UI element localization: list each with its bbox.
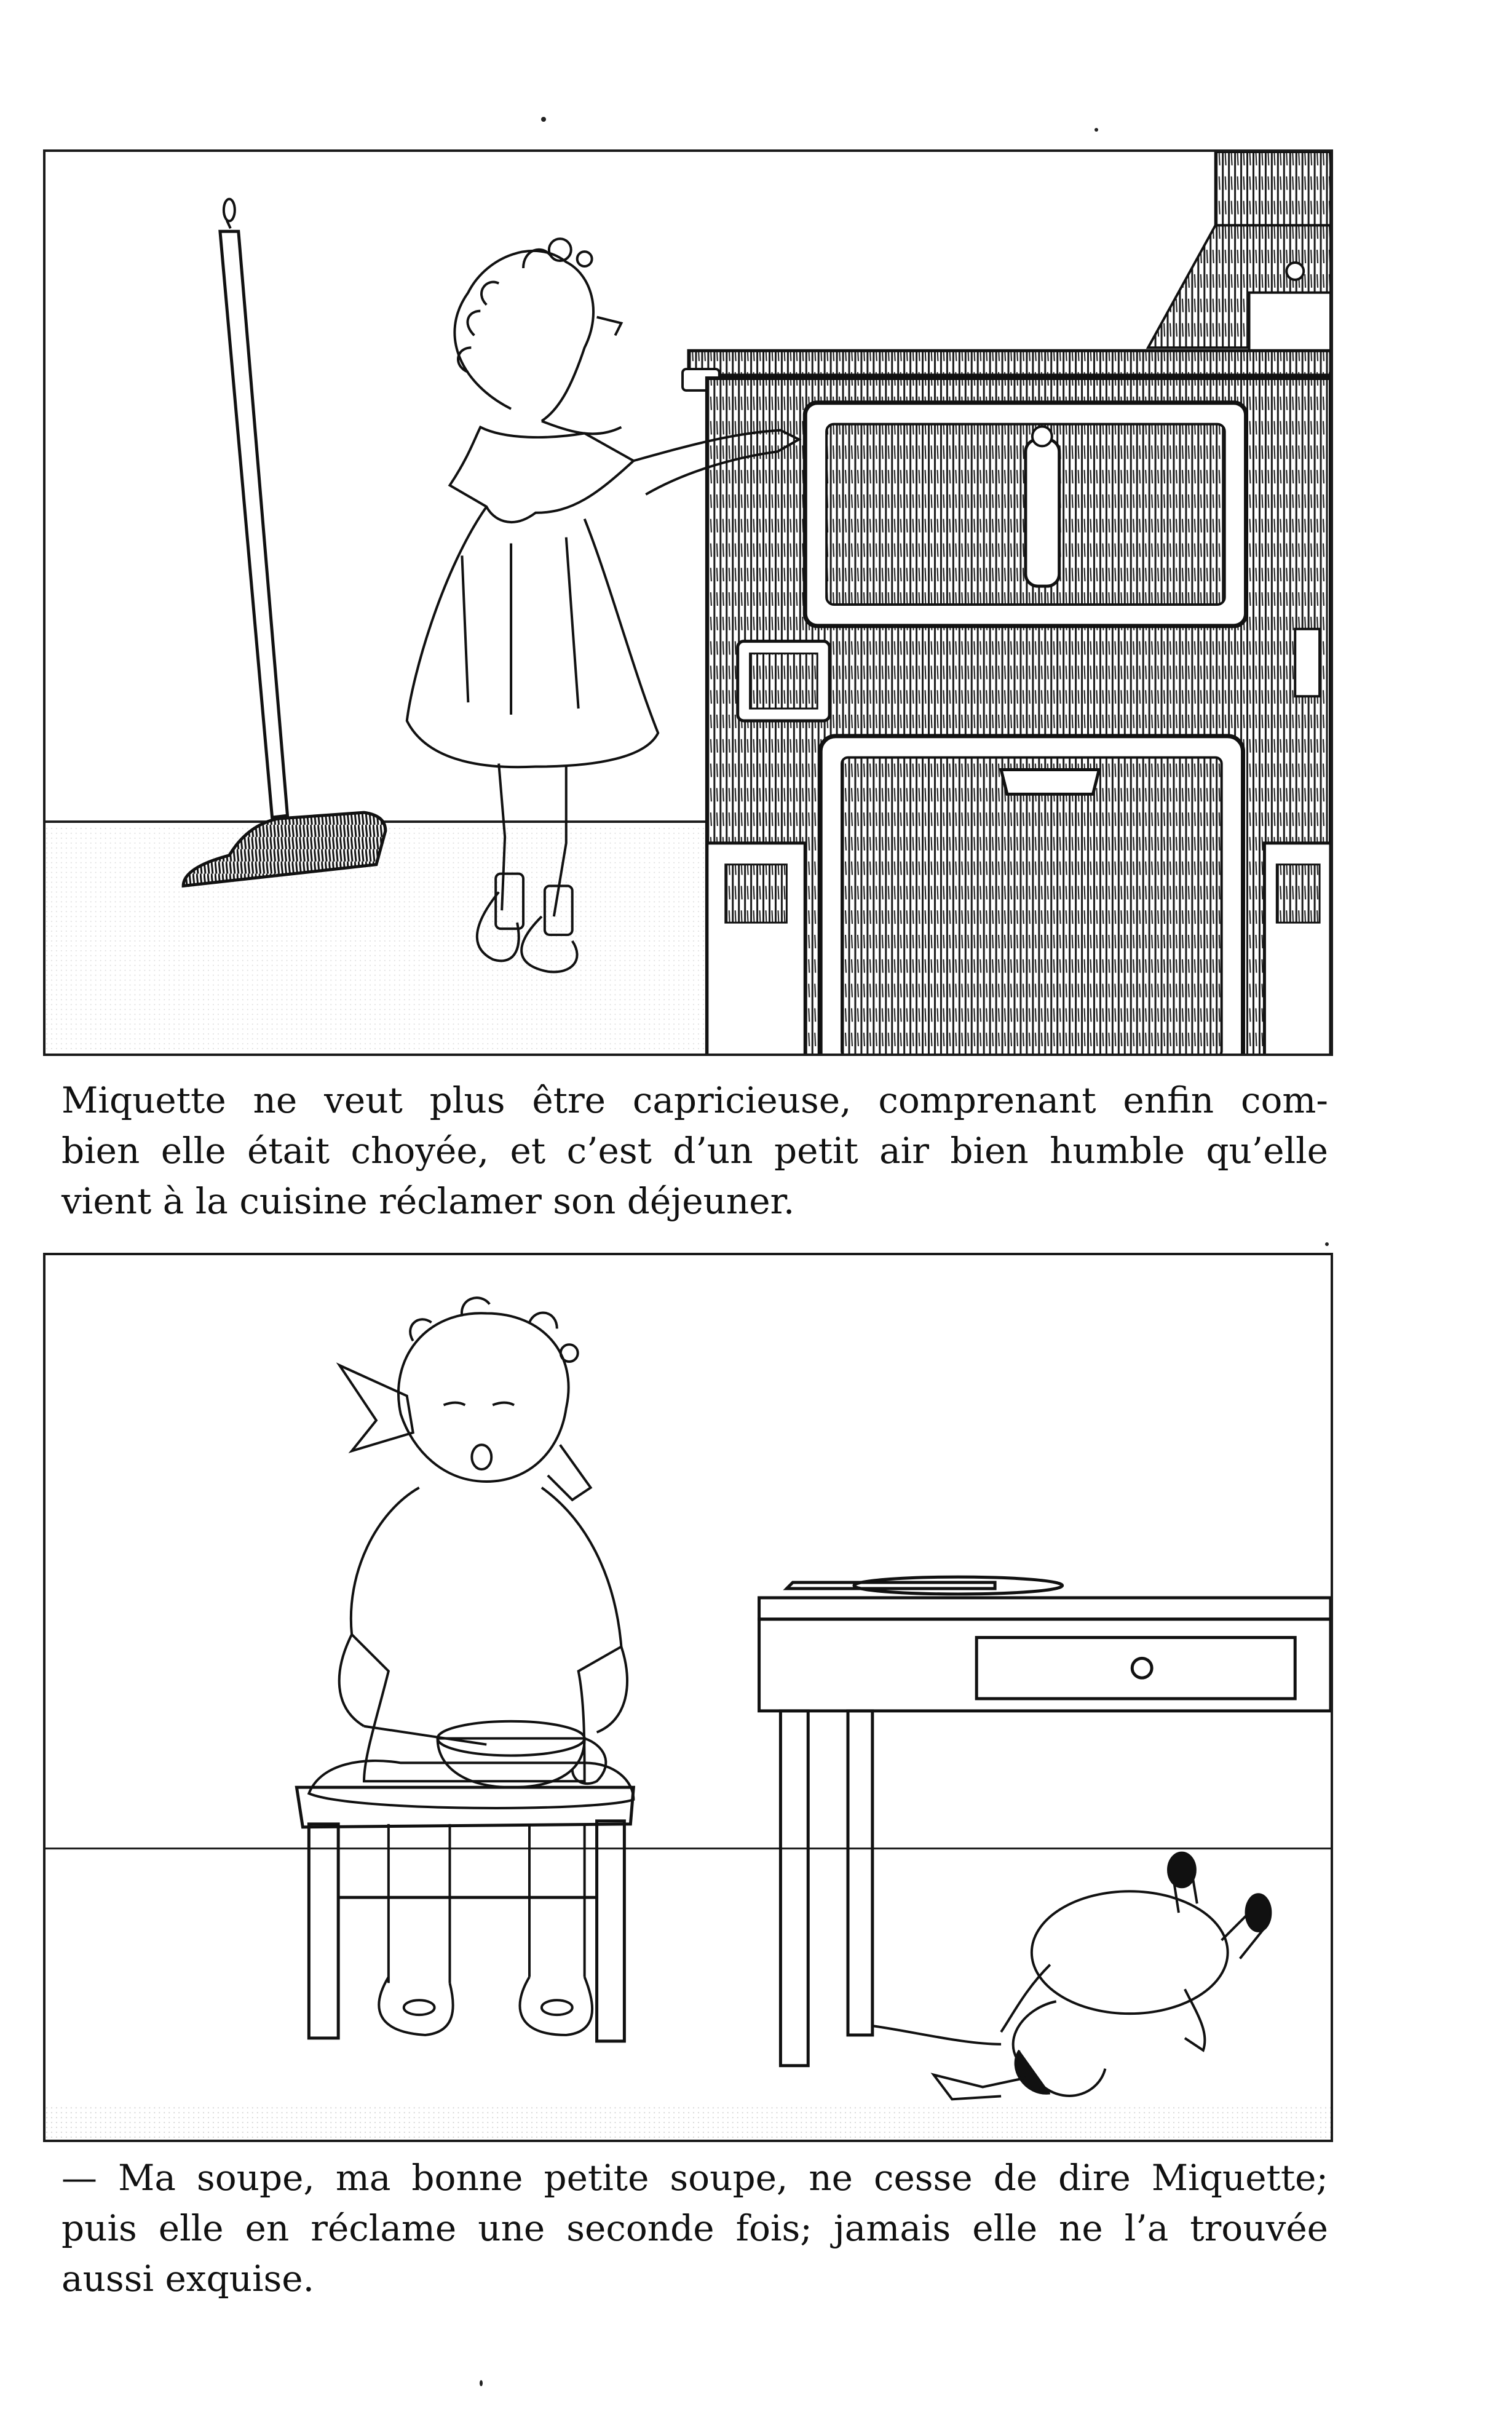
girl-eating-soup (309, 1298, 633, 2035)
caption-top (61, 1075, 1328, 1226)
caption-bottom-line-2: puis elle en réclame une seconde fois; jamais elle ne l’a trouvée (61, 2207, 1328, 2249)
caption-top-line-2: bien elle était choyée, et c’est d’un petit air bien humble qu’elle (61, 1130, 1328, 1172)
caption-bottom (61, 2153, 1328, 2304)
doll-on-floor (873, 1853, 1271, 2100)
kitchen-stove-drawing (46, 152, 1331, 1054)
caption-top-line-1: Miquette ne veut plus être capricieuse, comprenant enfin com- (61, 1079, 1328, 1121)
table-with-plate (759, 1577, 1331, 2066)
caption-bottom-line-3: aussi exquise. (61, 2258, 315, 2300)
caption-top-line-3: vient à la cuisine réclamer son déjeuner. (61, 1180, 795, 1222)
soup-drawing (46, 1255, 1331, 2140)
scan-speck (541, 117, 546, 122)
scan-speck (1094, 128, 1098, 132)
stove-top (689, 351, 1331, 375)
stool (296, 1787, 633, 2041)
kitchen-stove (707, 378, 1331, 1054)
scan-speck (480, 2380, 483, 2386)
illustration-kitchen-stove (43, 149, 1333, 1056)
stove-hood (1148, 152, 1331, 354)
illustration-soup (43, 1253, 1333, 2142)
caption-bottom-line-1: — Ma soupe, ma bonne petite soupe, ne cesse de dire Miquette; (61, 2157, 1328, 2199)
scan-speck (1325, 1242, 1329, 1246)
broom (183, 199, 386, 886)
plate (854, 1577, 1063, 1594)
